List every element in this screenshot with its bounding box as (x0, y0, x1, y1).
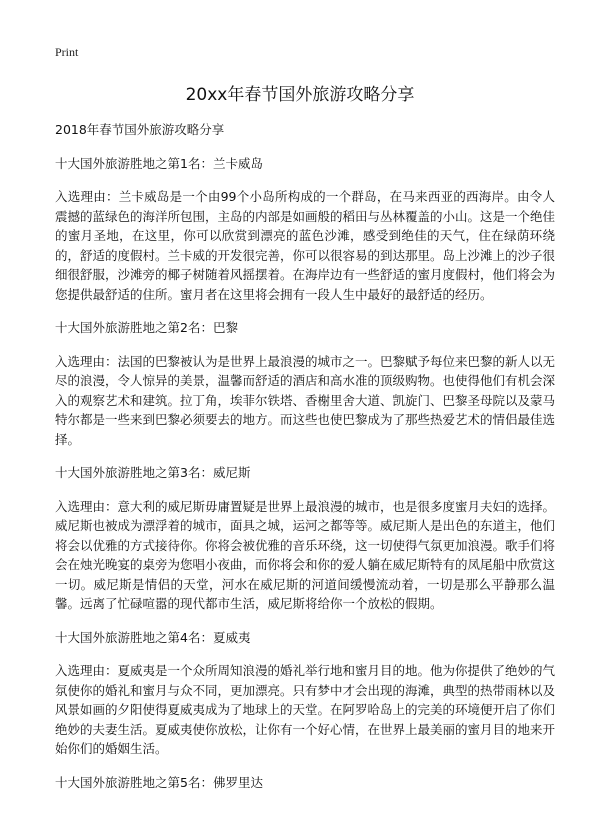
document-subtitle: 2018年春节国外旅游攻略分享 (55, 122, 225, 137)
section-heading-5: 十大国外旅游胜地之第5名：佛罗里达 (55, 774, 263, 790)
section-body-2: 入选理由：法国的巴黎被认为是世界上最浪漫的城市之一。巴黎赋予每位来巴黎的新人以无尽的浪漫，令人惊异的美景，温馨而舒适的酒店和高水准的顶级购物。也使得他们有机会深入的观察艺术和建筑。拉丁角，埃菲尔铁塔、香榭里舍大道、凯旋门、巴黎圣母院以及蒙马特尔都是一些来到巴黎必须要去的地方。而这些也使巴黎成为了那些热爱艺术的情侣最佳选择。 (55, 353, 556, 447)
document-title: 20xx年春节国外旅游攻略分享 (185, 85, 415, 105)
document-content (55, 120, 555, 806)
section-heading-3: 十大国外旅游胜地之第3名：威尼斯 (55, 465, 251, 480)
section-body-4: 入选理由：夏威夷是一个众所周知浪漫的婚礼举行地和蜜月目的地。他为你提供了绝妙的气氛使你的婚礼和蜜月与众不同，更加漂亮。只有梦中才会出现的海滩，典型的热带雨林以及风景如画的夕阳使得夏威夷成为了地球上的天堂。在阿罗哈岛上的完美的环境便开启了你们绝妙的夫妻生活。夏威夷使你放松，让你有一个好心情，在世界上最美丽的蜜月目的地来开始你们的婚姻生活。 (55, 663, 556, 756)
section-heading-2: 十大国外旅游胜地之第2名：巴黎 (55, 320, 238, 335)
print-link[interactable]: Print (55, 45, 79, 59)
section-body-3: 入选理由：意大利的威尼斯毋庸置疑是世界上最浪漫的城市，也是很多度蜜月夫妇的选择。威尼斯也被成为漂浮着的城市，面具之城，运河之都等等。威尼斯人是出色的东道主，他们将会以优雅的方式接待你。你将会被优雅的音乐环绕，这一切使得气氛更加浪漫。歌手们将会在烛光晚宴的桌旁为您唱小夜曲，而你将会和你的爱人躺在威尼斯特有的凤尾船中欣赏这一切。威尼斯是情侣的天堂，河水在威尼斯的河道间缓慢流动着，一切是那么平静那么温馨。远离了忙碌喧嚣的现代都市生活，威尼斯将给你一个放松的假期。 (55, 498, 556, 611)
section-body-1: 入选理由：兰卡威岛是一个由99个小岛所构成的一个群岛，在马来西亚的西海岸。由令人震撼的蓝绿色的海洋所包围，主岛的内部是如画般的稻田与丛林覆盖的小山。这是一个绝佳的蜜月圣地，在这里，你可以欣赏到漂亮的蓝色沙滩，感受到绝佳的天气，住在绿荫环绕的，舒适的度假村。兰卡威的开发很完善，你可以很容易的到达那里。岛上沙滩上的沙子很细很舒服，沙滩旁的椰子树随着风摇摆着。在海岸边有一些舒适的蜜月度假村，他们将会为您提供最舒适的住所。蜜月者在这里将会拥有一段人生中最好的最舒适的经历。 (55, 189, 556, 302)
section-heading-1: 十大国外旅游胜地之第1名：兰卡威岛 (55, 155, 263, 171)
section-heading-4: 十大国外旅游胜地之第4名：夏威夷 (55, 629, 251, 645)
